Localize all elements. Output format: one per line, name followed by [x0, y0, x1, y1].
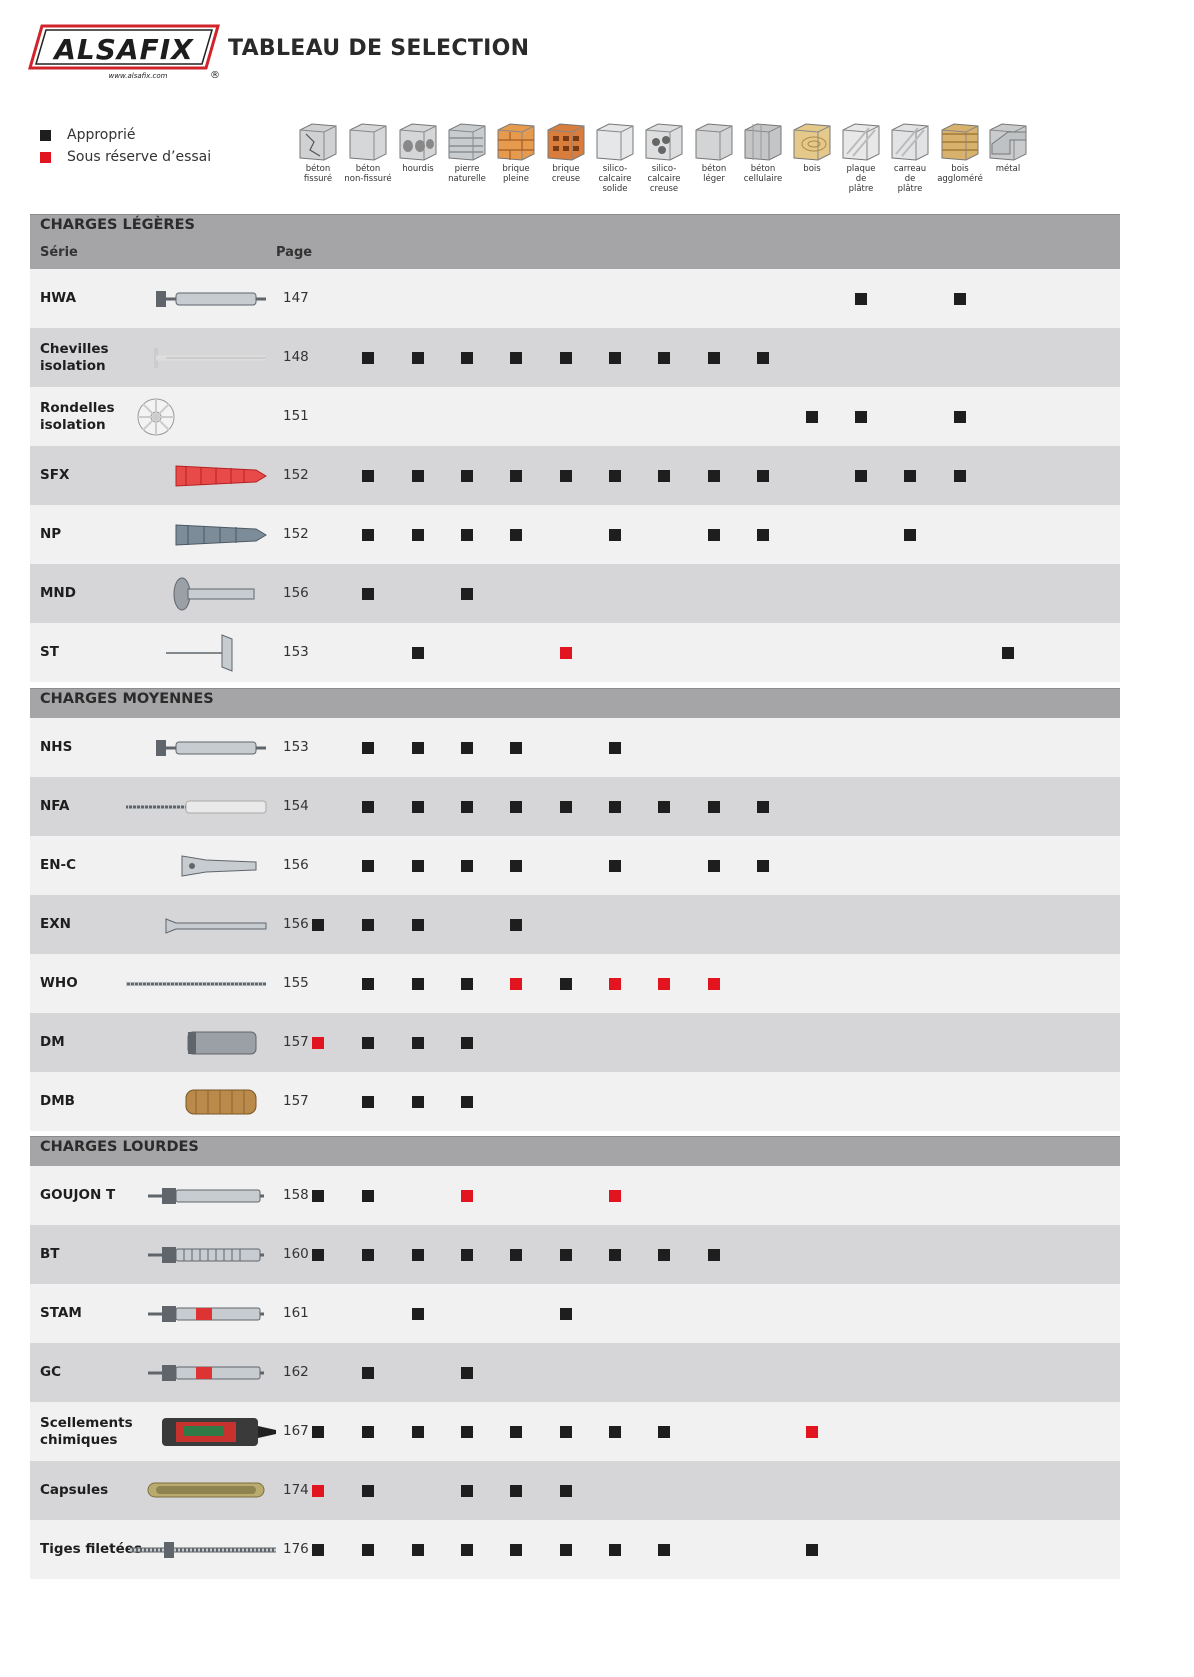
on-trial-mark	[312, 1485, 324, 1497]
appropriate-mark	[362, 1367, 374, 1379]
product-thumbnail	[126, 783, 296, 830]
product-image	[126, 1231, 296, 1278]
product-thumbnail	[126, 1231, 296, 1278]
logo-brand: ALSAFIX	[54, 33, 194, 66]
page-number: 158	[283, 1187, 309, 1203]
appropriate-mark	[461, 1426, 473, 1438]
appropriate-mark	[362, 1037, 374, 1049]
appropriate-mark	[412, 529, 424, 541]
table-row	[30, 1461, 1120, 1520]
section-header	[30, 1136, 1120, 1166]
appropriate-mark	[461, 1249, 473, 1261]
page-number: 155	[283, 975, 309, 991]
table-row	[30, 1225, 1120, 1284]
appropriate-mark	[510, 1249, 522, 1261]
material-label: métal	[995, 164, 1021, 174]
appropriate-mark	[609, 860, 621, 872]
appropriate-mark	[855, 293, 867, 305]
appropriate-mark	[461, 1485, 473, 1497]
appropriate-mark	[362, 1426, 374, 1438]
appropriate-mark	[362, 1544, 374, 1556]
appropriate-mark	[658, 470, 670, 482]
solid-brick-icon	[494, 120, 538, 162]
section-header	[30, 688, 1120, 718]
material-label: pierre naturelle	[448, 164, 486, 184]
section-medium-loads	[30, 688, 1120, 1131]
appropriate-mark	[560, 1544, 572, 1556]
product-name: Tiges filetées	[40, 1541, 142, 1557]
on-trial-mark	[609, 1190, 621, 1202]
table-row	[30, 505, 1120, 564]
appropriate-mark	[609, 529, 621, 541]
page-number: 147	[283, 290, 309, 306]
page-number: 174	[283, 1482, 309, 1498]
material-label: hourdis	[402, 164, 434, 174]
product-name: STAM	[40, 1305, 82, 1321]
product-thumbnail	[126, 901, 296, 948]
appropriate-mark	[461, 352, 473, 364]
product-name: EN-C	[40, 857, 77, 873]
page-number: 156	[283, 916, 309, 932]
page-title: TABLEAU DE SELECTION	[228, 36, 530, 61]
material-label: béton cellulaire	[743, 164, 783, 184]
appropriate-mark	[412, 801, 424, 813]
product-thumbnail	[126, 570, 296, 617]
appropriate-mark	[609, 1544, 621, 1556]
product-name: Chevilles isolation	[40, 340, 109, 374]
product-thumbnail	[126, 511, 296, 558]
appropriate-mark	[510, 1426, 522, 1438]
section-heavy-loads	[30, 1136, 1120, 1579]
table-row	[30, 777, 1120, 836]
product-name: GC	[40, 1364, 61, 1380]
on-trial-mark	[312, 1037, 324, 1049]
appropriate-mark	[757, 352, 769, 364]
appropriate-mark	[510, 860, 522, 872]
appropriate-mark	[362, 742, 374, 754]
on-trial-mark	[510, 978, 522, 990]
appropriate-mark	[461, 742, 473, 754]
wood-icon	[790, 120, 834, 162]
section-title: CHARGES LÉGÈRES	[40, 217, 195, 233]
column-serie: Série	[40, 245, 78, 260]
table-row	[30, 623, 1120, 682]
appropriate-mark	[904, 529, 916, 541]
material-column-header	[978, 120, 1038, 174]
appropriate-mark	[658, 1544, 670, 1556]
product-name: NFA	[40, 798, 70, 814]
appropriate-mark	[461, 470, 473, 482]
product-thumbnail	[126, 1526, 296, 1573]
concrete-icon	[346, 120, 390, 162]
appropriate-mark	[510, 470, 522, 482]
on-trial-mark	[658, 978, 670, 990]
table-row	[30, 1072, 1120, 1131]
product-name: DM	[40, 1034, 65, 1050]
appropriate-mark	[560, 1485, 572, 1497]
table-row	[30, 954, 1120, 1013]
appropriate-mark	[560, 978, 572, 990]
product-image	[126, 1290, 296, 1337]
appropriate-mark	[855, 411, 867, 423]
on-trial-mark	[708, 978, 720, 990]
appropriate-mark	[362, 588, 374, 600]
product-image	[126, 1019, 296, 1066]
appropriate-mark	[757, 801, 769, 813]
table-row	[30, 1402, 1120, 1461]
product-name: DMB	[40, 1093, 75, 1109]
page-number: 167	[283, 1423, 309, 1439]
appropriate-mark	[609, 1249, 621, 1261]
appropriate-mark	[855, 470, 867, 482]
logo-website: www.alsafix.com	[108, 72, 168, 80]
solid-sandlime-icon	[593, 120, 637, 162]
product-name: SFX	[40, 467, 70, 483]
table-row	[30, 1520, 1120, 1579]
appropriate-mark	[412, 860, 424, 872]
product-image	[126, 1172, 296, 1219]
product-image	[126, 901, 296, 948]
product-image	[126, 570, 296, 617]
table-row	[30, 1284, 1120, 1343]
appropriate-mark	[412, 1544, 424, 1556]
table-row	[30, 1013, 1120, 1072]
appropriate-mark	[412, 647, 424, 659]
appropriate-mark	[461, 1544, 473, 1556]
product-image	[126, 452, 296, 499]
product-thumbnail	[126, 842, 296, 889]
material-label: béton non-fissuré	[344, 164, 392, 184]
appropriate-mark	[312, 1544, 324, 1556]
product-image	[126, 724, 296, 771]
product-image	[126, 842, 296, 889]
appropriate-mark	[806, 411, 818, 423]
appropriate-mark	[510, 529, 522, 541]
table-row	[30, 718, 1120, 777]
page-number: 161	[283, 1305, 309, 1321]
appropriate-mark	[806, 1544, 818, 1556]
product-name: GOUJON T	[40, 1187, 116, 1203]
product-image	[126, 334, 296, 381]
appropriate-mark	[609, 470, 621, 482]
appropriate-mark	[461, 588, 473, 600]
light-concrete-icon	[692, 120, 736, 162]
product-name: HWA	[40, 290, 77, 306]
material-label: carreau de plâtre	[893, 164, 927, 194]
appropriate-mark	[412, 742, 424, 754]
page-number: 148	[283, 349, 309, 365]
product-image	[126, 1349, 296, 1396]
product-image	[126, 1078, 296, 1125]
appropriate-mark	[461, 1367, 473, 1379]
product-name: ST	[40, 644, 59, 660]
product-image	[126, 629, 296, 676]
material-label: brique pleine	[502, 164, 530, 184]
page-number: 156	[283, 857, 309, 873]
plaster-tile-icon	[888, 120, 932, 162]
appropriate-mark	[461, 978, 473, 990]
on-trial-mark	[609, 978, 621, 990]
appropriate-mark	[362, 470, 374, 482]
appropriate-mark	[312, 1426, 324, 1438]
appropriate-mark	[560, 801, 572, 813]
table-row	[30, 836, 1120, 895]
hollow-sandlime-icon	[642, 120, 686, 162]
product-name: BT	[40, 1246, 60, 1262]
appropriate-mark	[362, 801, 374, 813]
table-row	[30, 1343, 1120, 1402]
table-row	[30, 895, 1120, 954]
appropriate-mark	[312, 1190, 324, 1202]
product-name: NHS	[40, 739, 73, 755]
product-image	[126, 783, 296, 830]
appropriate-mark	[609, 801, 621, 813]
table-row	[30, 564, 1120, 623]
appropriate-mark	[954, 470, 966, 482]
appropriate-mark	[658, 352, 670, 364]
appropriate-mark	[757, 529, 769, 541]
material-label: béton fissuré	[303, 164, 333, 184]
appropriate-mark	[362, 352, 374, 364]
product-name: Scellements chimiques	[40, 1414, 133, 1448]
product-name: Capsules	[40, 1482, 109, 1498]
chipboard-icon	[938, 120, 982, 162]
product-image	[126, 1467, 296, 1514]
legend-label: Sous réserve d’essai	[67, 149, 212, 165]
cracked-concrete-icon	[296, 120, 340, 162]
appropriate-mark	[412, 919, 424, 931]
plasterboard-icon	[839, 120, 883, 162]
product-thumbnail	[126, 1078, 296, 1125]
product-thumbnail	[126, 1408, 296, 1455]
appropriate-mark	[412, 470, 424, 482]
page-number: 153	[283, 739, 309, 755]
appropriate-mark	[560, 1308, 572, 1320]
appropriate-mark	[412, 1037, 424, 1049]
section-light-loads	[30, 214, 1120, 682]
table-row	[30, 328, 1120, 387]
product-image	[126, 511, 296, 558]
table-row	[30, 446, 1120, 505]
page-number: 157	[283, 1093, 309, 1109]
product-image	[126, 1526, 296, 1573]
appropriate-mark	[362, 529, 374, 541]
product-name: WHO	[40, 975, 78, 991]
rows	[30, 718, 1120, 1131]
appropriate-mark	[362, 978, 374, 990]
appropriate-mark	[510, 919, 522, 931]
appropriate-mark	[560, 1249, 572, 1261]
product-thumbnail	[126, 275, 296, 322]
on-trial-mark	[806, 1426, 818, 1438]
appropriate-mark	[412, 1249, 424, 1261]
product-name: NP	[40, 526, 62, 542]
aerated-concrete-icon	[741, 120, 785, 162]
material-label: béton léger	[701, 164, 727, 184]
appropriate-mark	[510, 1544, 522, 1556]
appropriate-mark	[412, 352, 424, 364]
material-label: bois aggloméré	[937, 164, 983, 184]
appropriate-mark	[362, 860, 374, 872]
product-image	[126, 960, 296, 1007]
table-row	[30, 387, 1120, 446]
appropriate-mark	[362, 1096, 374, 1108]
appropriate-mark	[560, 1426, 572, 1438]
legend-label: Approprié	[67, 127, 136, 143]
hollow-brick-icon	[544, 120, 588, 162]
column-page: Page	[276, 245, 313, 260]
product-thumbnail	[126, 1019, 296, 1066]
appropriate-mark	[560, 352, 572, 364]
appropriate-mark	[708, 801, 720, 813]
appropriate-mark	[904, 470, 916, 482]
material-label: silico- calcaire creuse	[647, 164, 681, 194]
page-number: 156	[283, 585, 309, 601]
appropriate-mark	[954, 293, 966, 305]
product-name: MND	[40, 585, 76, 601]
appropriate-mark	[658, 1249, 670, 1261]
product-image	[126, 275, 296, 322]
appropriate-mark	[362, 1190, 374, 1202]
appropriate-mark	[362, 1485, 374, 1497]
product-image	[126, 393, 296, 440]
rows	[30, 1166, 1120, 1579]
appropriate-mark	[708, 860, 720, 872]
material-label: brique creuse	[551, 164, 581, 184]
section-title: CHARGES MOYENNES	[40, 691, 214, 707]
on-trial-mark	[461, 1190, 473, 1202]
appropriate-mark	[412, 1426, 424, 1438]
product-image	[126, 1408, 296, 1455]
appropriate-mark	[412, 1308, 424, 1320]
appropriate-mark	[757, 470, 769, 482]
page-number: 160	[283, 1246, 309, 1262]
appropriate-mark	[362, 1249, 374, 1261]
appropriate-mark	[461, 801, 473, 813]
product-thumbnail	[126, 1467, 296, 1514]
page-number: 157	[283, 1034, 309, 1050]
logo-registered: ®	[210, 70, 220, 81]
table-row	[30, 1166, 1120, 1225]
material-header	[0, 120, 1194, 210]
product-thumbnail	[126, 724, 296, 771]
metal-icon	[986, 120, 1030, 162]
page-number: 151	[283, 408, 309, 424]
appropriate-mark	[461, 529, 473, 541]
product-thumbnail	[126, 452, 296, 499]
on-trial-mark	[560, 647, 572, 659]
column-headers	[30, 239, 1120, 269]
product-thumbnail	[126, 393, 296, 440]
material-label: plaque de plâtre	[846, 164, 876, 194]
alsafix-logo	[28, 20, 224, 86]
rows	[30, 269, 1120, 682]
appropriate-mark	[609, 1426, 621, 1438]
appropriate-mark	[510, 801, 522, 813]
appropriate-mark	[954, 411, 966, 423]
natural-stone-icon	[445, 120, 489, 162]
appropriate-mark	[312, 1249, 324, 1261]
product-name: Rondelles isolation	[40, 399, 115, 433]
table-row	[30, 269, 1120, 328]
appropriate-mark	[362, 919, 374, 931]
appropriate-mark	[312, 919, 324, 931]
material-label: silico- calcaire solide	[598, 164, 632, 194]
appropriate-mark	[461, 1096, 473, 1108]
appropriate-mark	[510, 742, 522, 754]
product-thumbnail	[126, 629, 296, 676]
page-number: 153	[283, 644, 309, 660]
product-thumbnail	[126, 1172, 296, 1219]
product-name: EXN	[40, 916, 71, 932]
appropriate-mark	[708, 352, 720, 364]
page-number: 154	[283, 798, 309, 814]
appropriate-mark	[708, 529, 720, 541]
product-thumbnail	[126, 1349, 296, 1396]
appropriate-mark	[609, 742, 621, 754]
appropriate-mark	[658, 1426, 670, 1438]
page-number: 162	[283, 1364, 309, 1380]
section-title: CHARGES LOURDES	[40, 1139, 199, 1155]
section-header	[30, 214, 1120, 239]
appropriate-mark	[461, 1037, 473, 1049]
appropriate-mark	[510, 352, 522, 364]
page-number: 152	[283, 526, 309, 542]
appropriate-mark	[708, 470, 720, 482]
page-number: 176	[283, 1541, 309, 1557]
appropriate-mark	[708, 1249, 720, 1261]
product-thumbnail	[126, 960, 296, 1007]
page-number: 152	[283, 467, 309, 483]
appropriate-mark	[757, 860, 769, 872]
appropriate-mark	[560, 470, 572, 482]
product-thumbnail	[126, 334, 296, 381]
appropriate-mark	[412, 1096, 424, 1108]
appropriate-mark	[609, 352, 621, 364]
appropriate-mark	[658, 801, 670, 813]
product-thumbnail	[126, 1290, 296, 1337]
hollow-block-icon	[396, 120, 440, 162]
appropriate-mark	[461, 860, 473, 872]
appropriate-mark	[510, 1485, 522, 1497]
appropriate-mark	[412, 978, 424, 990]
appropriate-mark	[1002, 647, 1014, 659]
material-label: bois	[803, 164, 821, 174]
